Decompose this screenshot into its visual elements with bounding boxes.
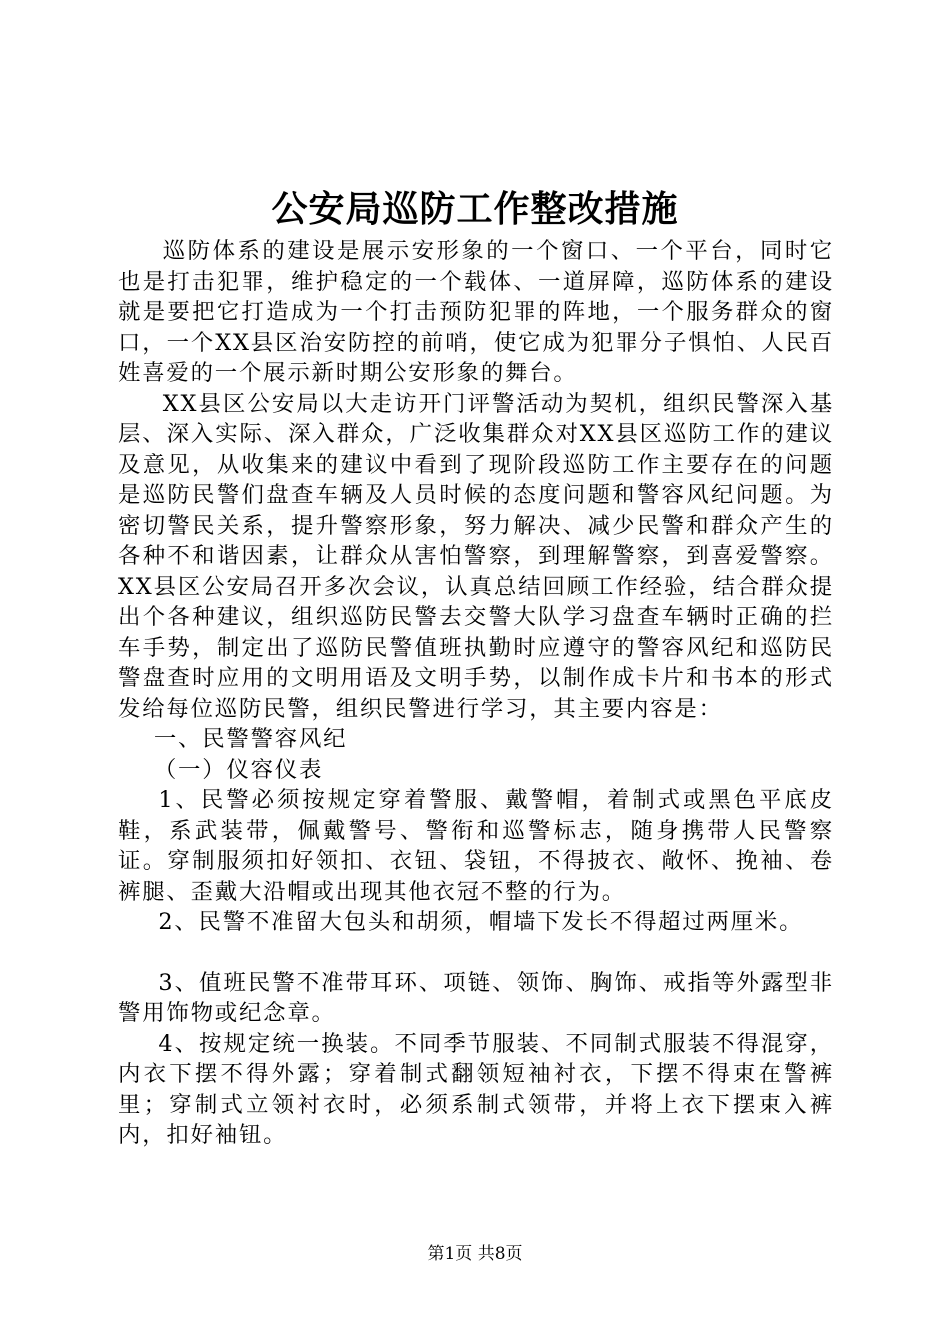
document-body (118, 236, 834, 1151)
list-item-4: 4、按规定统一换装。不同季节服装、不同制式服装不得混穿，内衣下摆不得外露；穿着制式翻领短袖衬衣，下摆不得束在警裤里；穿制式立领衬衣时，必须系制式领带，并将上衣下摆束入裤内，扣好袖钮。 (118, 1030, 834, 1148)
page-footer: 第1页 共8页 (427, 1244, 523, 1264)
list-item-1: 1、民警必须按规定穿着警服、戴警帽，着制式或黑色平底皮鞋，系武装带，佩戴警号、警衔和巡警标志，随身携带人民警察证。穿制服须扣好领扣、衣钮、袋钮，不得披衣、敞怀、挽袖、卷裤腿、歪戴大沿帽或出现其他衣冠不整的行为。 (118, 787, 834, 905)
paragraph-intro: 巡防体系的建设是展示安形象的一个窗口、一个平台，同时它也是打击犯罪，维护稳定的一个载体、一道屏障，巡防体系的建设就是要把它打造成为一个打击预防犯罪的阵地，一个服务群众的窗口，一个XX县区治安防控的前哨，使它成为犯罪分子惧怕、人民百姓喜爱的一个展示新时期公安形象的舞台。 (118, 238, 834, 386)
document-title: 公安局巡防工作整改措施 (271, 188, 679, 230)
list-item-3: 3、值班民警不准带耳环、项链、领饰、胸饰、戒指等外露型非警用饰物或纪念章。 (118, 969, 834, 1026)
list-item-2: 2、民警不准留大包头和胡须，帽墙下发长不得超过两厘米。 (158, 909, 804, 935)
subsection-heading: （一）仪容仪表 (153, 756, 324, 783)
section-heading: 一、民警警容风纪 (153, 726, 348, 752)
paragraph-background: XX县区公安局以大走访开门评警活动为契机，组织民警深入基层、深入实际、深入群众，广泛收集群众对XX县区巡防工作的建议及意见，从收集来的建议中看到了现阶段巡防工作主要存在的问题是巡防民警们盘查车辆及人员时候的态度问题和警容风纪问题。为密切警民关系，提升警察形象，努力解决、减少民警和群众产生的各种不和谐因素，让群众从害怕警察，到理解警察，到喜爱警察。XX县区公安局召开多次会议，认真总结回顾工作经验，结合群众提出个各种建议，组织巡防民警去交警大队学习盘查车辆时正确的拦车手势，制定出了巡防民警值班执勤时应遵守的警容风纪和巡防民警盘查时应用的文明用语及文明手势，以制作成卡片和书本的形式发给每位巡防民警，组织民警进行学习，其主要内容是： (118, 390, 834, 722)
